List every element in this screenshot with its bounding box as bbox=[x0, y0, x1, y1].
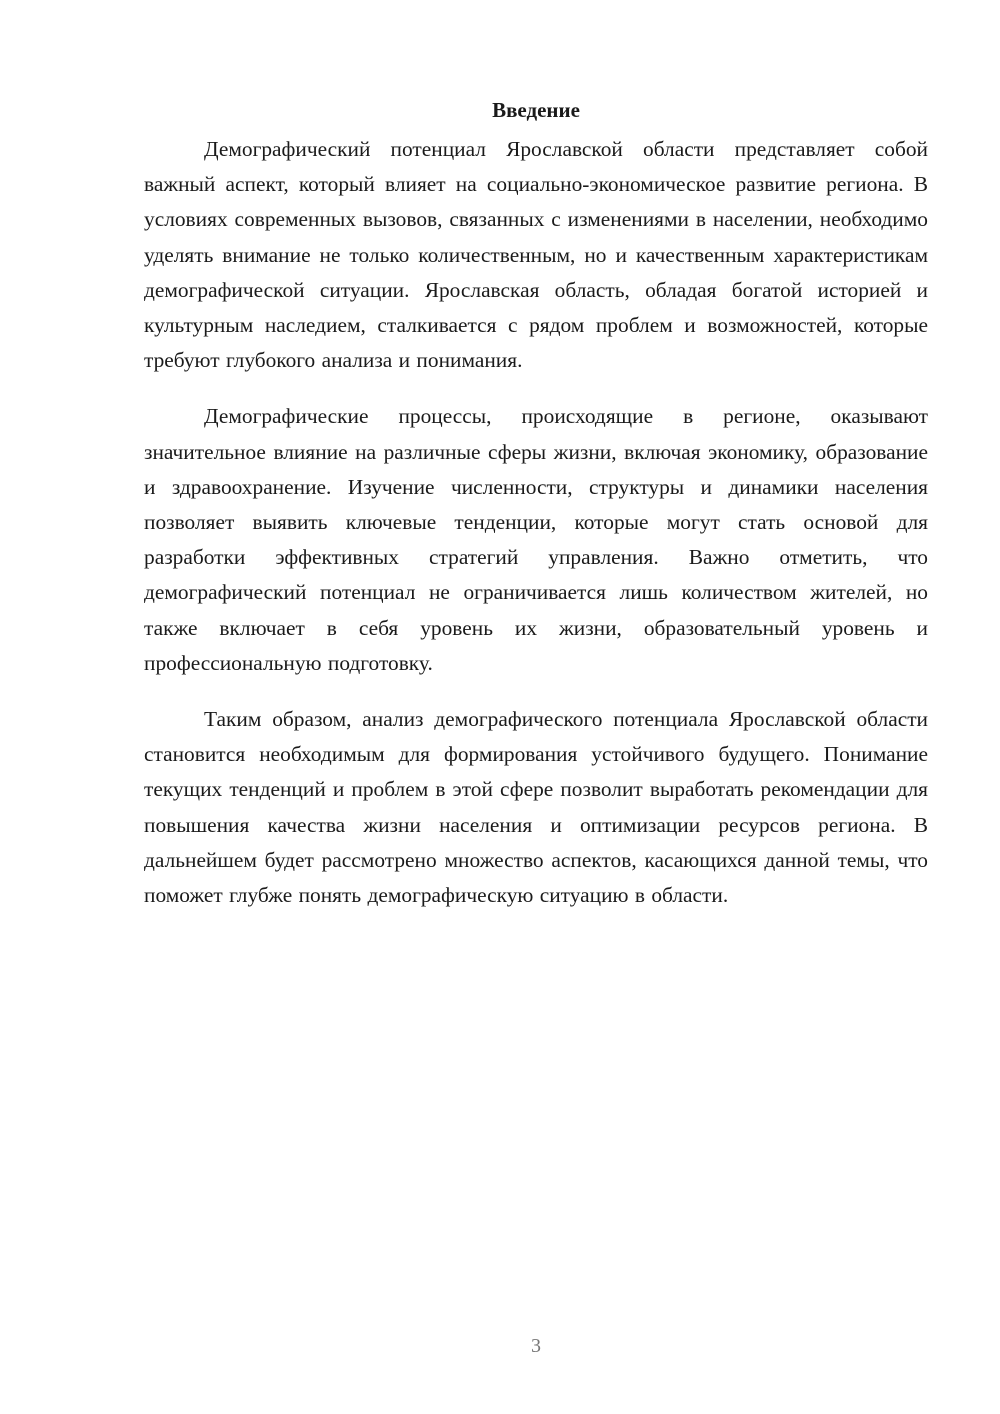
paragraph-2: Демографические процессы, происходящие в регионе, оказывают значительное влияние на различные сферы жизни, включая экономику, образование и здравоохранение. Изучение численности, структуры и динамики населения позволяет выявить ключевые тенденции, которые могут стать основой для разработки эффективных стратегий управления. Важно отметить, что демографический потенциал не ограничивается лишь количеством жителей, но также включает в себя уровень их жизни, образовательный уровень и профессиональную подготовку. bbox=[144, 404, 928, 675]
page-number: 3 bbox=[531, 1335, 541, 1357]
section-heading: Введение bbox=[492, 98, 580, 122]
paragraph-3: Таким образом, анализ демографического потенциала Ярославской области становится необходимым для формирования устойчивого будущего. Понимание текущих тенденций и проблем в этой сфере позволит выработать рекомендации для повышения качества жизни населения и оптимизации ресурсов региона. В дальнейшем будет рассмотрено множество аспектов, касающихся данной темы, что поможет глубже понять демографическую ситуацию в области. bbox=[144, 707, 928, 908]
document-body bbox=[144, 92, 928, 934]
paragraph-1: Демографический потенциал Ярославской области представляет собой важный аспект, который влияет на социально-экономическое развитие региона. В условиях современных вызовов, связанных с изменениями в населении, необходимо уделять внимание не только количественным, но и качественным характеристикам демографической ситуации. Ярославская область, обладая богатой историей и культурным наследием, сталкивается с рядом проблем и возможностей, которые требуют глубокого анализа и понимания. bbox=[144, 137, 928, 373]
